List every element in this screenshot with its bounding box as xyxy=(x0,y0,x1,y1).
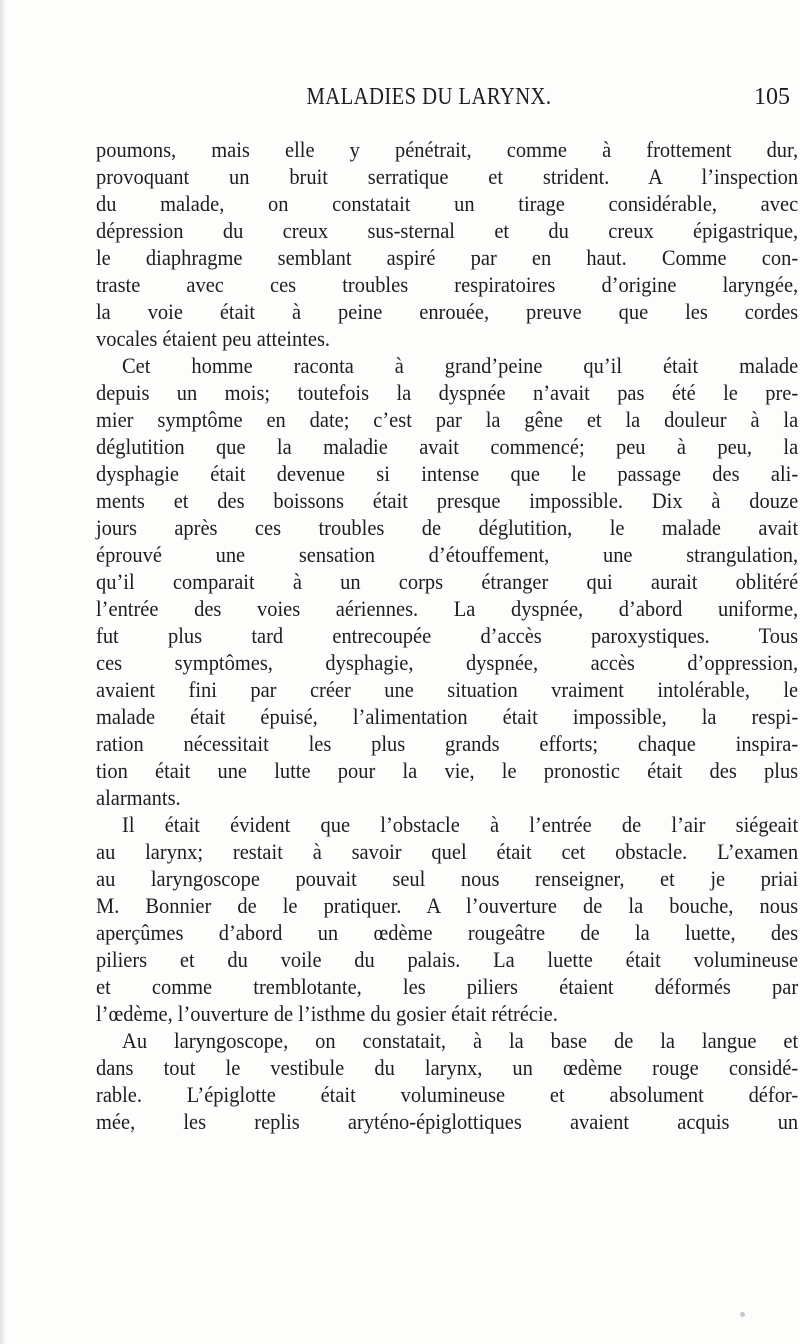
text-line: ration nécessitait les plus grands efforts; chaque inspira- xyxy=(96,731,799,756)
text-line: mée, les replis aryténo-épiglottiques avaient acquis un xyxy=(96,1109,799,1134)
text-line: dans tout le vestibule du larynx, un œdème rouge considé- xyxy=(96,1055,799,1080)
text-line: au larynx; restait à savoir quel était cet obstacle. L’examen xyxy=(96,839,799,864)
text-line: piliers et du voile du palais. La luette était volumineuse xyxy=(96,947,799,972)
text-line: déglutition que la maladie avait commencé; peu à peu, la xyxy=(96,434,799,459)
running-title: MALADIES DU LARYNX. xyxy=(306,84,552,110)
paper-speck xyxy=(740,1312,745,1317)
running-header xyxy=(68,84,790,120)
text-line: avaient fini par créer une situation vraiment intolérable, le xyxy=(96,677,799,702)
text-line: rable. L’épiglotte était volumineuse et absolument défor- xyxy=(96,1082,799,1107)
text-line: éprouvé une sensation d’étouffement, une strangulation, xyxy=(96,542,799,567)
page-gutter-shadow xyxy=(0,0,6,1344)
text-line: et comme tremblotante, les piliers étaient déformés par xyxy=(96,974,799,999)
text-line: fut plus tard entrecoupée d’accès paroxystiques. Tous xyxy=(96,623,799,648)
text-line: vocales étaient peu atteintes. xyxy=(96,326,331,351)
text-line: Cet homme raconta à grand’peine qu’il était malade xyxy=(122,353,799,378)
text-line: M. Bonnier de le pratiquer. A l’ouverture de la bouche, nous xyxy=(96,893,799,918)
text-line: ments et des boissons était presque impossible. Dix à douze xyxy=(96,488,799,513)
text-line: l’entrée des voies aériennes. La dyspnée, d’abord uniforme, xyxy=(96,596,799,621)
text-line: dysphagie était devenue si intense que le passage des ali- xyxy=(96,461,799,486)
text-line: malade était épuisé, l’alimentation était impossible, la respi- xyxy=(96,704,799,729)
text-line: l’œdème, l’ouverture de l’isthme du gosier était rétrécie. xyxy=(96,1001,558,1026)
page-number: 105 xyxy=(754,84,790,110)
text-line: Au laryngoscope, on constatait, à la base de la langue et xyxy=(122,1028,799,1053)
text-line: dépression du creux sus-sternal et du creux épigastrique, xyxy=(96,218,799,243)
text-line: traste avec ces troubles respiratoires d’origine laryngée, xyxy=(96,272,799,297)
text-line: provoquant un bruit serratique et strident. A l’inspection xyxy=(96,164,799,189)
text-line: mier symptôme en date; c’est par la gêne et la douleur à la xyxy=(96,407,799,432)
text-line: aperçûmes d’abord un œdème rougeâtre de la luette, des xyxy=(96,920,799,945)
text-line: la voie était à peine enrouée, preuve que les cordes xyxy=(96,299,799,324)
text-line: qu’il comparait à un corps étranger qui aurait oblitéré xyxy=(96,569,799,594)
text-line: Il était évident que l’obstacle à l’entrée de l’air siégeait xyxy=(122,812,799,837)
text-line: jours après ces troubles de déglutition, le malade avait xyxy=(96,515,799,540)
text-line: alarmants. xyxy=(96,785,181,810)
text-line: depuis un mois; toutefois la dyspnée n’avait pas été le pre- xyxy=(96,380,799,405)
text-line: au laryngoscope pouvait seul nous renseigner, et je priai xyxy=(96,866,799,891)
body-text xyxy=(96,136,798,1135)
text-line: tion était une lutte pour la vie, le pronostic était des plus xyxy=(96,758,799,783)
text-line: ces symptômes, dysphagie, dyspnée, accès d’oppression, xyxy=(96,650,799,675)
text-line: le diaphragme semblant aspiré par en haut. Comme con- xyxy=(96,245,799,270)
text-line: poumons, mais elle y pénétrait, comme à frottement dur, xyxy=(96,137,799,162)
text-line: du malade, on constatait un tirage considérable, avec xyxy=(96,191,799,216)
